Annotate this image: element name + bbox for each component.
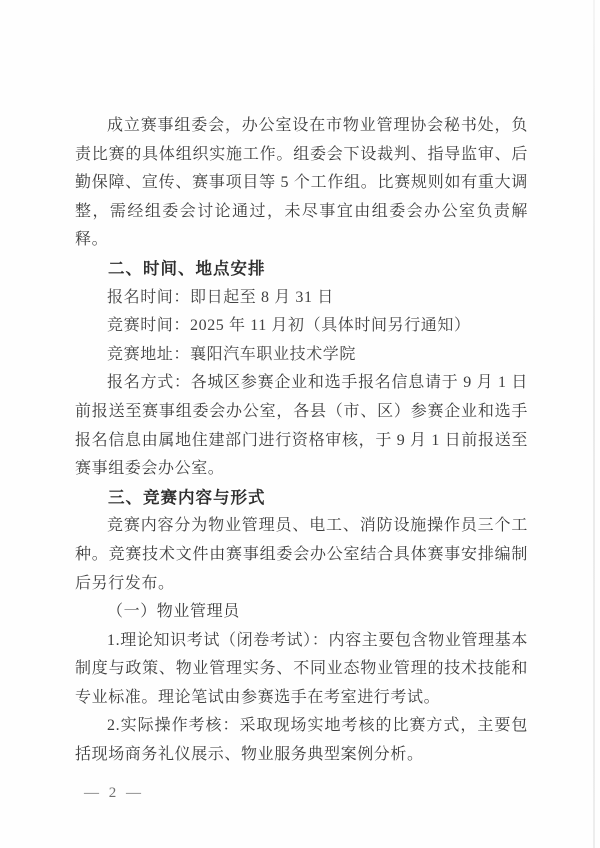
line-registration-time: 报名时间：即日起至 8 月 31 日 (107, 288, 334, 306)
scan-edge-artifact (593, 0, 595, 848)
subsection-heading-property-manager: （一）物业管理员 (107, 603, 240, 621)
paragraph-practical-assessment: 2.实际操作考核：采取现场实地考核的比赛方式，主要包括现场商务礼仪展示、物业服务典型案例分析。 (75, 717, 528, 764)
line-competition-time: 竞赛时间：2025 年 11 月初（具体时间另行通知） (107, 317, 471, 335)
document-body (75, 112, 528, 770)
paragraph-theory-exam: 1.理论知识考试（闭卷考试）：内容主要包含物业管理基本制度与政策、物业管理实务、不同业态物业管理的技术技能和专业标准。理论笔试由参赛选手在考室进行考试。 (75, 631, 528, 706)
section-heading-time-location: 二、时间、地点安排 (108, 259, 266, 278)
paragraph-organizing-committee: 成立赛事组委会，办公室设在市物业管理协会秘书处，负责比赛的具体组织实施工作。组委会下设裁判、指导监审、后勤保障、宣传、赛事项目等 5 个工作组。比赛规则如有重大调整，需经组委会讨论通过，未尽事宜由组委会办公室负责解释。 (75, 117, 528, 249)
paragraph-registration-method: 报名方式：各城区参赛企业和选手报名信息请于 9 月 1 日前报送至赛事组委会办公室，各县（市、区）参赛企业和选手报名信息由属地住建部门进行资格审核，于 9 月 1 日前报送至赛事组委会办公室。 (75, 374, 528, 478)
section-heading-content-format: 三、竞赛内容与形式 (108, 488, 266, 507)
paragraph-competition-content: 竞赛内容分为物业管理员、电工、消防设施操作员三个工种。竞赛技术文件由赛事组委会办公室结合具体赛事安排编制后另行发布。 (75, 517, 528, 592)
page-number: — 2 — (84, 785, 144, 801)
line-competition-address: 竞赛地址：襄阳汽车职业技术学院 (107, 345, 357, 363)
